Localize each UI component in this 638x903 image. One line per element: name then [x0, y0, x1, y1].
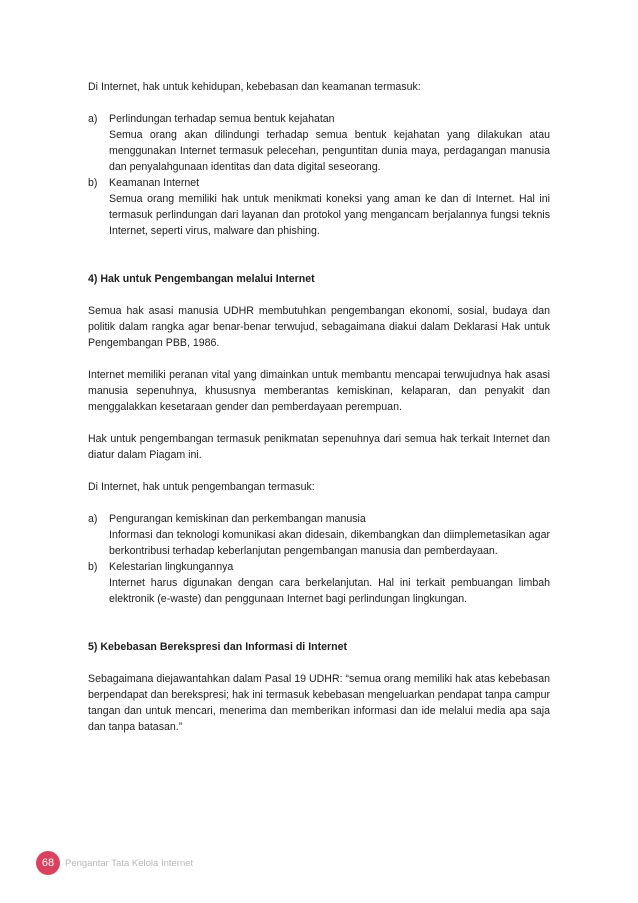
list-item [88, 511, 550, 559]
section-4-heading: 4) Hak untuk Pengembangan melalui Internet [88, 273, 315, 285]
list-item-title: Kelestarian lingkungannya [109, 561, 234, 573]
footer-title: Pengantar Tata Kelola Internet [65, 857, 194, 869]
list-item-title: Perlindungan terhadap semua bentuk kejahatan [109, 113, 335, 125]
section-4-paragraph: Hak untuk pengembangan termasuk penikmatan sepenuhnya dari semua hak terkait Internet dan diatur dalam Piagam ini. [88, 433, 550, 461]
list-item-description: Informasi dan teknologi komunikasi akan didesain, dikembangkan dan diimplemetasikan agar berkontribusi terhadap keberlanjutan pengembangan manusia dan pemberdayaan. [109, 529, 550, 557]
section-5-heading: 5) Kebebasan Berekspresi dan Informasi di Internet [88, 641, 348, 653]
list-item-description: Semua orang akan dilindungi terhadap semua bentuk kejahatan yang dilakukan atau menggunakan Internet termasuk pelecehan, penguntitan dunia maya, perdagangan manusia dan penyalahgunaan identitas dan data digital seseorang. [109, 129, 550, 173]
list-item-title: Pengurangan kemiskinan dan perkembangan manusia [109, 513, 366, 525]
list-marker: b) [88, 561, 98, 573]
development-list [88, 511, 550, 607]
intro-paragraph: Di Internet, hak untuk kehidupan, kebebasan dan keamanan termasuk: [88, 81, 421, 93]
section-4-paragraph: Di Internet, hak untuk pengembangan termasuk: [88, 481, 315, 493]
section-4-paragraph: Semua hak asasi manusia UDHR membutuhkan pengembangan ekonomi, sosial, budaya dan politik dalam rangka agar benar-benar terwujud, sebagaimana diakui dalam Deklarasi Hak untuk Pengembangan PBB, 1986. [88, 305, 550, 349]
page-content [88, 79, 550, 751]
list-marker: b) [88, 177, 98, 189]
list-item [88, 175, 550, 239]
list-item-description: Internet harus digunakan dengan cara berkelanjutan. Hal ini terkait pembuangan limbah elektronik (e-waste) dan penggunaan Internet bagi perlindungan lingkungan. [109, 577, 550, 605]
list-item [88, 559, 550, 607]
list-item-title: Keamanan Internet [109, 177, 200, 189]
page-number-badge: 68 [36, 851, 60, 875]
list-marker: a) [88, 113, 98, 125]
section-4-paragraph: Internet memiliki peranan vital yang dimainkan untuk membantu mencapai terwujudnya hak asasi manusia sepenuhnya, khususnya memberantas kemiskinan, kelaparan, dan penyakit dan menggalakkan kesetaraan gender dan pemberdayaan perempuan. [88, 369, 550, 413]
page-footer [36, 851, 193, 875]
list-item [88, 111, 550, 175]
rights-list [88, 111, 550, 239]
section-5-paragraph: Sebagaimana diejawantahkan dalam Pasal 19 UDHR: “semua orang memiliki hak atas kebebasan berpendapat dan berekspresi; hak ini termasuk kebebasan mengeluarkan pendapat tanpa campur tangan dan untuk mencari, menerima dan memberikan informasi dan ide melalui media apa saja dan tanpa batasan.” [88, 673, 550, 733]
list-item-description: Semua orang memiliki hak untuk menikmati koneksi yang aman ke dan di Internet. Hal ini termasuk perlindungan dari layanan dan protokol yang mengancam berjalannya fungsi teknis Internet, seperti virus, malware dan phishing. [109, 193, 550, 237]
list-marker: a) [88, 513, 98, 525]
